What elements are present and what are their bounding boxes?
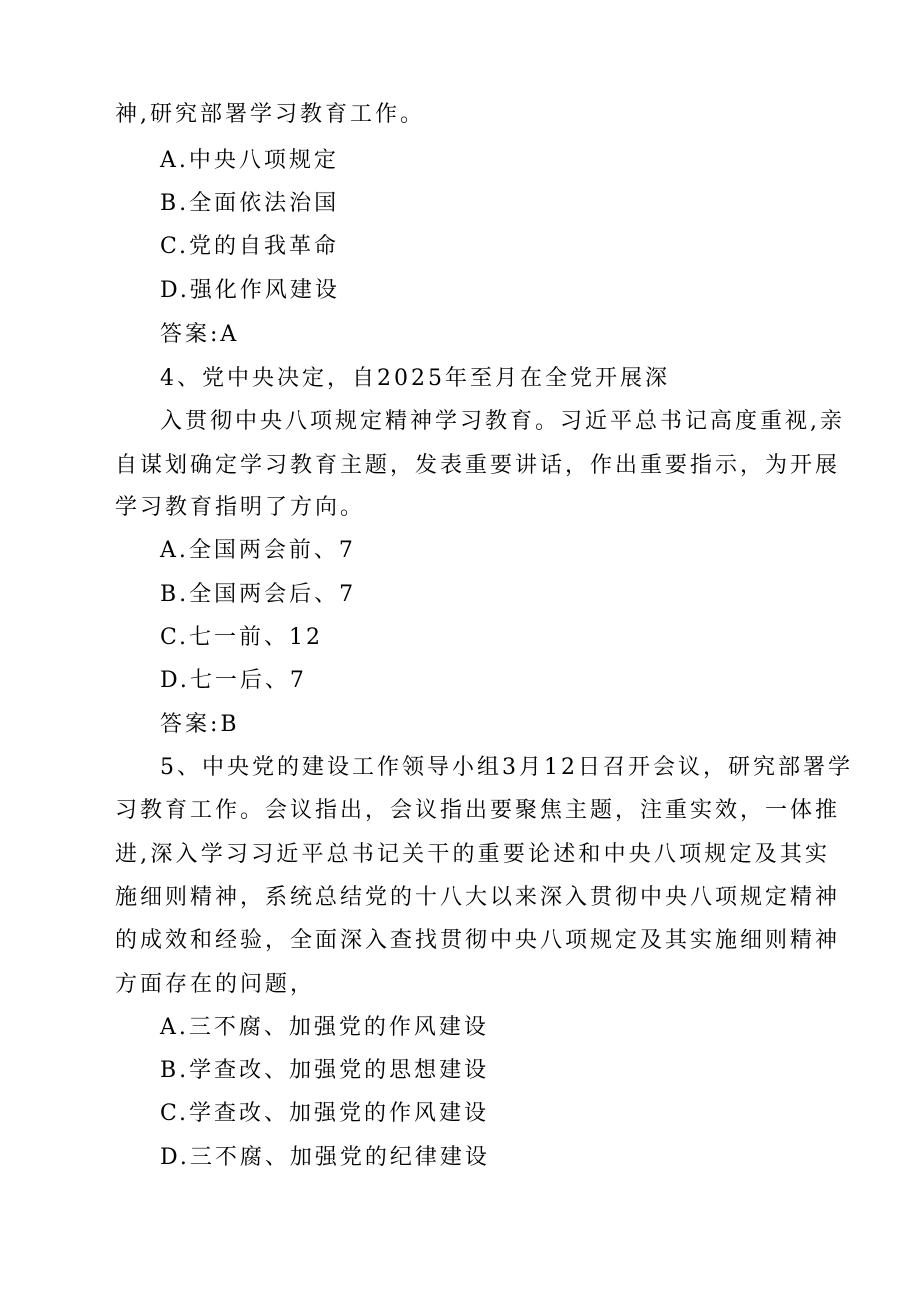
q5-question-line-6: 方面存在的问题， [115, 972, 316, 997]
q4-answer: 答案:B [160, 712, 240, 737]
q5-question-line-1: 5、中央党的建设工作领导小组3月12日召开会议，研究部署学 [160, 755, 853, 780]
q3-answer: 答案:A [160, 322, 240, 347]
q5-question-line-5: 的成效和经验，全面深入查找贯彻中央八项规定及其实施细则精神 [115, 928, 841, 953]
q5-question-line-3: 进,深入学习习近平总书记关干的重要论述和中央八项规定及其实 [115, 842, 830, 867]
q4-question-line-3: 自谋划确定学习教育主题，发表重要讲话，作出重要指示，为开展 [115, 453, 841, 478]
q3-option-c: C.党的自我革命 [160, 234, 340, 259]
q4-option-a: A.全国两会前、7 [160, 538, 356, 563]
q5-option-c: C.学查改、加强党的作风建设 [160, 1101, 490, 1126]
q4-option-c: C.七一前、12 [160, 625, 324, 650]
q4-question-line-4: 学习教育指明了方向。 [115, 495, 366, 520]
q5-option-d: D.三不腐、加强党的纪律建设 [160, 1145, 490, 1170]
q3-option-d: D.强化作风建设 [160, 278, 340, 303]
q5-option-b: B.学查改、加强党的思想建设 [160, 1058, 490, 1083]
q5-question-line-2: 习教育工作。会议指出，会议指出要聚焦主题，注重实效，一体推 [115, 798, 841, 823]
q4-question-line-1: 4、党中央决定，自2025年至月在全党开展深 [160, 366, 670, 391]
q5-question-line-4: 施细则精神，系统总结党的十八大以来深入贯彻中央八项规定精神 [115, 885, 841, 910]
q3-option-b: B.全面依法治国 [160, 191, 340, 216]
q5-option-a: A.三不腐、加强党的作风建设 [160, 1015, 489, 1040]
q4-option-b: B.全国两会后、7 [160, 582, 357, 607]
q3-tail-text: 神,研究部署学习教育工作。 [115, 102, 425, 127]
q3-option-a: A.中央八项规定 [160, 148, 339, 173]
q4-question-line-2: 入贯彻中央八项规定精神学习教育。习近平总书记高度重视,亲 [160, 409, 845, 434]
q4-option-d: D.七一后、7 [160, 668, 307, 693]
